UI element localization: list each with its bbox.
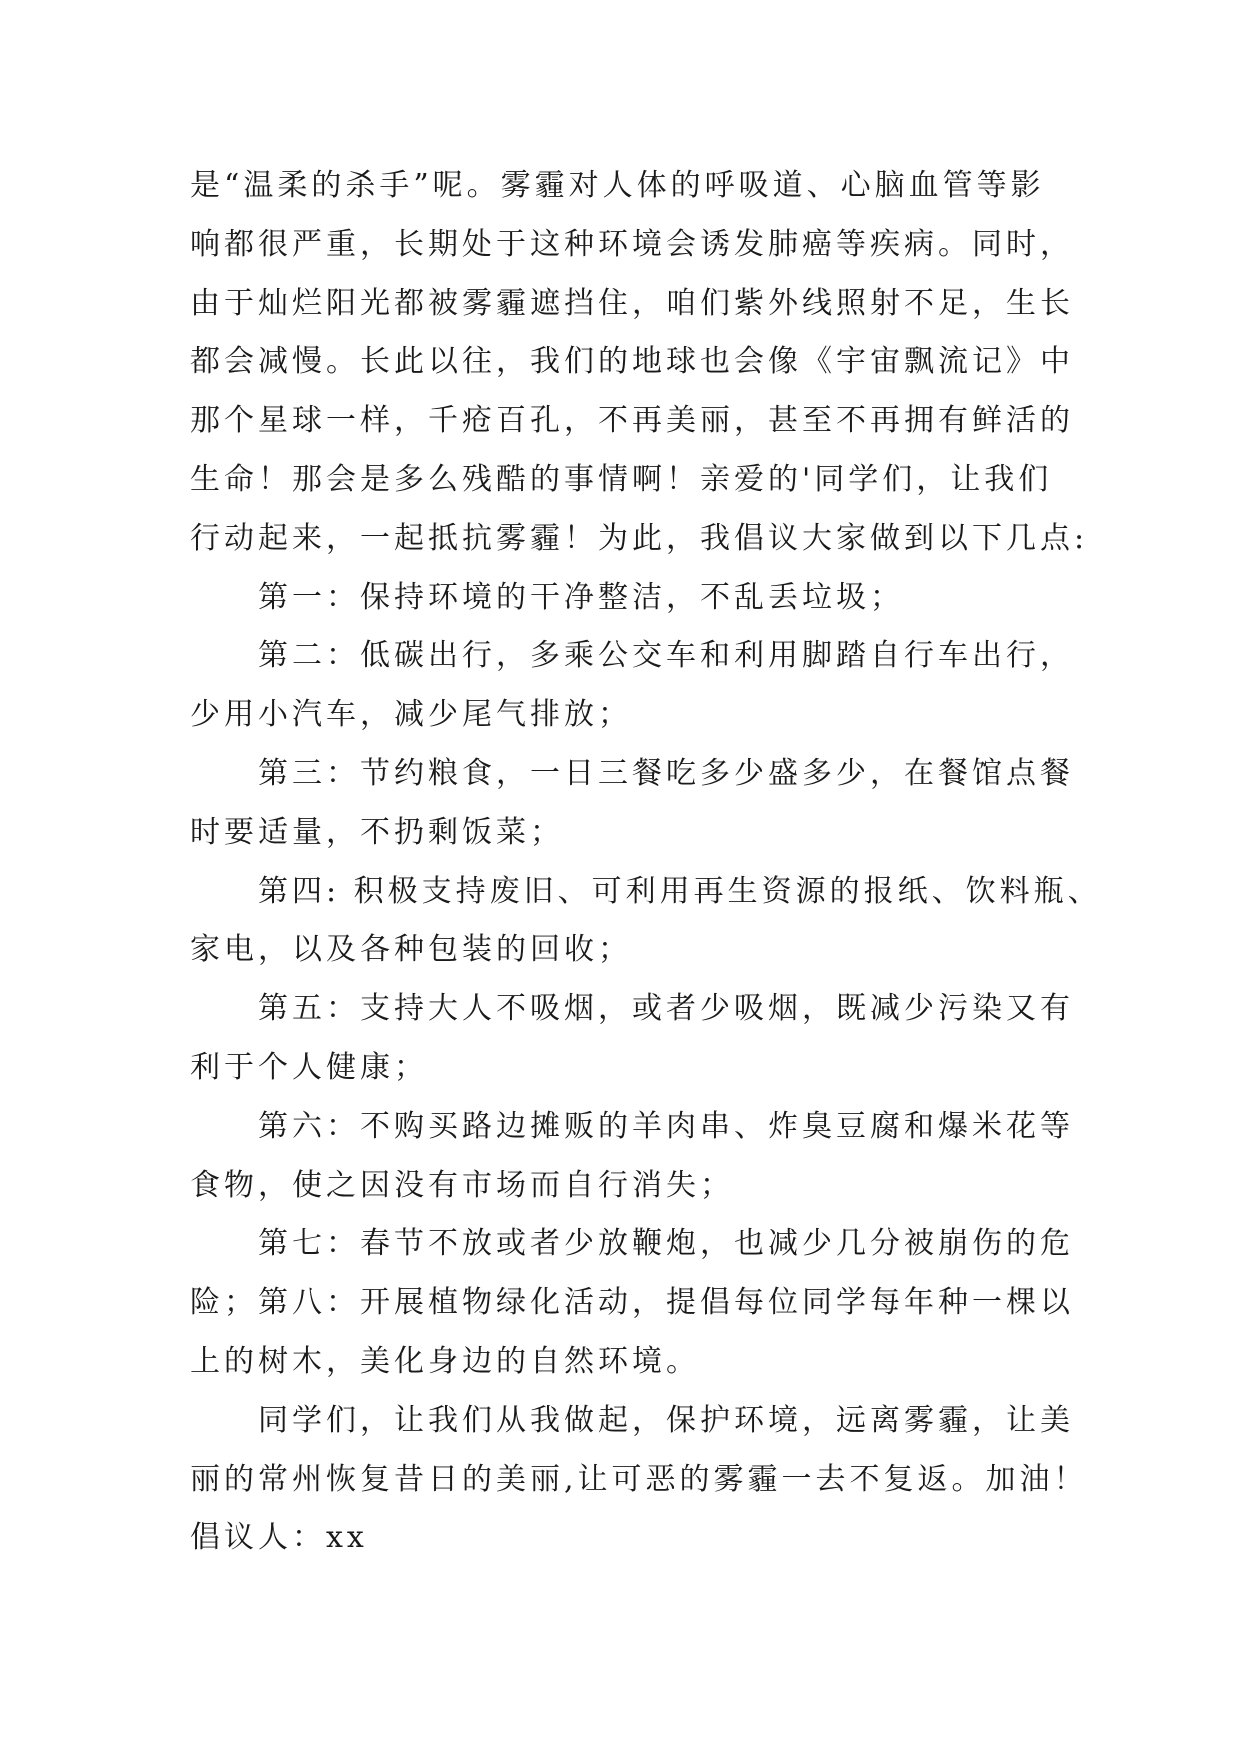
body-line: 上的树木，美化身边的自然环境。 [190,1343,700,1379]
body-line: 食物，使之因没有市场而自行消失； [190,1167,734,1203]
document-body [190,157,1102,1568]
body-line: 少用小汽车，减少尾气排放； [190,697,632,733]
body-line: 生命！那会是多么残酷的事情啊！亲爱的'同学们，让我们 [190,461,1053,497]
body-line: 由于灿烂阳光都被雾霾遮挡住，咱们紫外线照射不足，生长 [190,285,1074,321]
signature-line: 倡议人：xx [190,1520,368,1556]
proposal-item-6: 第六：不购买路边摊贩的羊肉串、炸臭豆腐和爆米花等 [258,1108,1074,1144]
proposal-item-4: 第四: 积极支持废旧、可利用再生资源的报纸、饮料瓶、 [258,873,1102,909]
body-line: 行动起来，一起抵抗雾霾！为此，我倡议大家做到以下几点: [190,520,1089,556]
body-line: 都会减慢。长此以往，我们的地球也会像《宇宙飘流记》中 [190,344,1074,380]
body-line: 那个星球一样，千疮百孔，不再美丽，甚至不再拥有鲜活的 [190,403,1074,439]
proposal-item-5: 第五：支持大人不吸烟，或者少吸烟，既减少污染又有 [258,991,1074,1027]
proposal-item-3: 第三：节约粮食，一日三餐吃多少盛多少，在餐馆点餐 [258,755,1074,791]
body-line: 时要适量，不扔剩饭菜； [190,814,564,850]
proposal-item-7: 第七：春节不放或者少放鞭炮，也减少几分被崩伤的危 [258,1226,1074,1262]
proposal-item-1: 第一：保持环境的干净整洁，不乱丢垃圾； [258,579,904,615]
body-line: 家电，以及各种包装的回收； [190,932,632,968]
body-line: 丽的常州恢复昔日的美丽,让可恶的雾霾一去不复返。加油！ [190,1461,1088,1497]
body-line: 险；第八：开展植物绿化活动，提倡每位同学每年种一棵以 [190,1285,1074,1321]
body-line: 响都很严重，长期处于这种环境会诱发肺癌等疾病。同时， [190,226,1074,262]
body-line: 利于个人健康； [190,1049,428,1085]
proposal-item-2: 第二：低碳出行，多乘公交车和利用脚踏自行车出行， [258,638,1074,674]
body-line: 是“温柔的杀手”呢。雾霾对人体的呼吸道、心脑血管等影 [190,168,1045,203]
closing-paragraph: 同学们，让我们从我做起，保护环境，远离雾霾，让美 [258,1402,1074,1438]
